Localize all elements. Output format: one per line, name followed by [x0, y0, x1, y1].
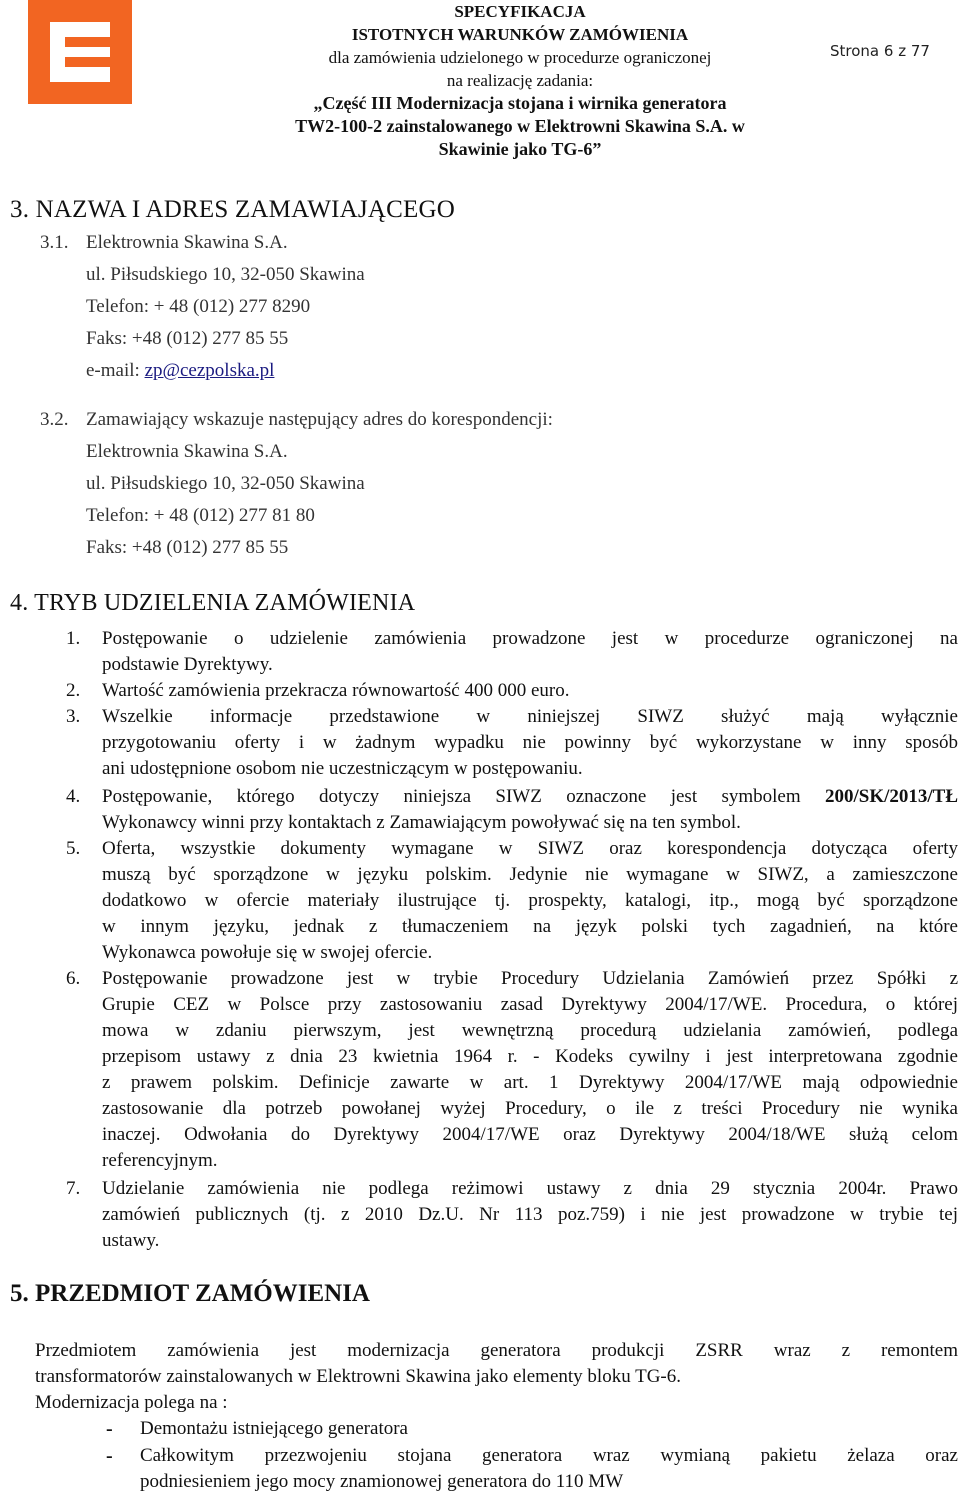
address-email-row — [86, 360, 274, 382]
paragraph-line: transformatorów zainstalowanych w Elektrowni Skawina jako elementy bloku TG-6. — [35, 1366, 682, 1387]
header-task-line1: „Część III Modernizacja stojana i wirnika generatora — [313, 93, 727, 113]
section-5-title: 5. PRZEDMIOT ZAMÓWIENIA — [10, 1280, 370, 1307]
item-line — [102, 784, 958, 810]
item-line: podstawie Dyrektywy. — [102, 654, 273, 675]
bullet-dash: - — [106, 1445, 113, 1467]
correspondence-intro: Zamawiający wskazuje następujący adres do korespondencji: — [86, 409, 553, 430]
item-line: dodatkowo w ofercie materiały ilustrujące tj. prospekty, katalogi, itp., mogą być sporządzone — [102, 890, 958, 911]
bullet-dash: - — [106, 1418, 113, 1440]
item-line: ani udostępnione osobom nie uczestniczącym w postępowaniu. — [102, 758, 583, 779]
item-line: w innym języku, jednak z tłumaczeniem na język polski tych zagadnień, na które — [102, 916, 958, 937]
cez-logo-mark — [28, 0, 132, 104]
section-4-title: 4. TRYB UDZIELENIA ZAMÓWIENIA — [10, 590, 416, 616]
email-label: e-mail: — [86, 360, 145, 381]
item-line: Postępowanie o udzielenie zamówienia prowadzone jest w procedurze ograniczonej na — [102, 628, 958, 649]
subsection-3-1-number: 3.1. — [40, 232, 69, 253]
item-line-text: Postępowanie, którego dotyczy niniejsza SIWZ oznaczone jest symbolem — [102, 786, 825, 807]
header-task-line2: TW2-100-2 zainstalowanego w Elektrowni Skawina S.A. w — [295, 116, 745, 136]
item-line: Udzielanie zamówienia nie podlega reżimowi ustawy z dnia 29 stycznia 2004r. Prawo — [102, 1178, 958, 1199]
header-task-line3: Skawinie jako TG-6” — [438, 139, 602, 159]
bullet-line: podniesieniem jego mocy znamionowej generatora do 110 MW — [140, 1471, 624, 1492]
page-number: Strona 6 z 77 — [830, 42, 930, 60]
section-4-item-6 — [0, 966, 960, 1174]
correspondence-name: Elektrownia Skawina S.A. — [86, 441, 288, 462]
header-subtitle: ISTOTNYCH WARUNKÓW ZAMÓWIENIA — [351, 25, 689, 44]
item-line: ustawy. — [102, 1230, 160, 1251]
document-header — [220, 0, 820, 161]
section-4-item-7 — [0, 1176, 960, 1254]
item-line: przepisom ustawy z dnia 23 kwietnia 1964 r. - Kodeks cywilny i jest interpretowana zgodnie — [102, 1046, 958, 1067]
section-4-item-5 — [0, 836, 960, 966]
item-line: mowa w zdaniu pierwszym, jest wewnętrzną procedurą udzielania zamówień, podlega — [102, 1020, 958, 1041]
section-3-title: 3. NAZWA I ADRES ZAMAWIAJĄCEGO — [10, 196, 455, 223]
item-line: Wykonawcy winni przy kontaktach z Zamawiającym powoływać się na ten symbol. — [102, 812, 741, 833]
email-link[interactable]: zp@cezpolska.pl — [144, 360, 275, 381]
item-line: inaczej. Odwołania do Dyrektywy 2004/17/WE oraz Dyrektywy 2004/18/WE służą celom — [102, 1124, 958, 1145]
item-number: 4. — [66, 786, 81, 807]
header-title: SPECYFIKACJA — [454, 2, 586, 21]
item-line: zastosowanie dla potrzeb powołanej wyżej Procedury, o ile z treści Procedury nie wynika — [102, 1098, 958, 1119]
item-number: 2. — [66, 680, 81, 701]
address-phone: Telefon: + 48 (012) 277 8290 — [86, 296, 311, 317]
item-line: Grupie CEZ w Polsce przy zastosowaniu zasad Dyrektywy 2004/17/WE. Procedura, o której — [102, 994, 958, 1015]
bullet-item-2 — [0, 1443, 960, 1495]
procedure-symbol: 200/SK/2013/TŁ — [824, 786, 958, 807]
item-line: Oferta, wszystkie dokumenty wymagane w SIWZ oraz korespondencja dotycząca oferty — [102, 838, 958, 859]
bullet-line: Całkowitym przezwojeniu stojana generatora wraz wymianą pakietu żelaza oraz — [140, 1445, 958, 1466]
item-number: 3. — [66, 706, 81, 727]
item-number: 1. — [66, 628, 81, 649]
item-line: Wartość zamówienia przekracza równowartość 400 000 euro. — [102, 680, 570, 701]
item-line: muszą być sporządzone w języku polskim. Jedynie nie wymagane w SIWZ, a zamieszczone — [102, 864, 958, 885]
item-number: 7. — [66, 1178, 81, 1199]
item-line: z prawem polskim. Definicje zawarte w art. 1 Dyrektywy 2004/17/WE mają odpowiednie — [102, 1072, 958, 1093]
item-line: Wszelkie informacje przedstawione w niniejszej SIWZ służyć mają wyłącznie — [102, 706, 958, 727]
section-4-item-2 — [0, 678, 960, 704]
section-5-paragraph — [35, 1338, 958, 1416]
item-line: przygotowaniu oferty i w żadnym wypadku nie powinny być wykorzystane w inny sposób — [102, 732, 958, 753]
section-4-item-1 — [0, 626, 960, 678]
address-fax: Faks: +48 (012) 277 85 55 — [86, 328, 289, 349]
item-line: Postępowanie prowadzone jest w trybie Procedury Udzielania Zamówień przez Spółki z — [102, 968, 958, 989]
header-task-label: na realizację zadania: — [446, 71, 594, 90]
subsection-3-2-number: 3.2. — [40, 409, 69, 430]
item-line: Wykonawca powołuje się w swojej ofercie. — [102, 942, 433, 963]
item-number: 5. — [66, 838, 81, 859]
correspondence-fax: Faks: +48 (012) 277 85 55 — [86, 537, 289, 558]
address-name: Elektrownia Skawina S.A. — [86, 232, 288, 253]
address-street: ul. Piłsudskiego 10, 32-050 Skawina — [86, 264, 365, 285]
section-4-item-4 — [0, 784, 960, 836]
header-procedure: dla zamówienia udzielonego w procedurze ograniczonej — [328, 48, 712, 67]
correspondence-phone: Telefon: + 48 (012) 277 81 80 — [86, 505, 315, 526]
correspondence-street: ul. Piłsudskiego 10, 32-050 Skawina — [86, 473, 365, 494]
bullet-line: Demontażu istniejącego generatora — [140, 1418, 408, 1439]
section-4-item-3 — [0, 704, 960, 782]
paragraph-line: Przedmiotem zamówienia jest modernizacja generatora produkcji ZSRR wraz z remontem — [35, 1340, 958, 1361]
item-line: zamówień publicznych (tj. z 2010 Dz.U. Nr 113 poz.759) i nie jest prowadzone w trybie tej — [102, 1204, 958, 1225]
cez-logo — [28, 0, 132, 104]
item-number: 6. — [66, 968, 81, 989]
item-line: referencyjnym. — [102, 1150, 218, 1171]
modernization-intro: Modernizacja polega na : — [35, 1392, 228, 1413]
bullet-item-1 — [0, 1416, 960, 1442]
